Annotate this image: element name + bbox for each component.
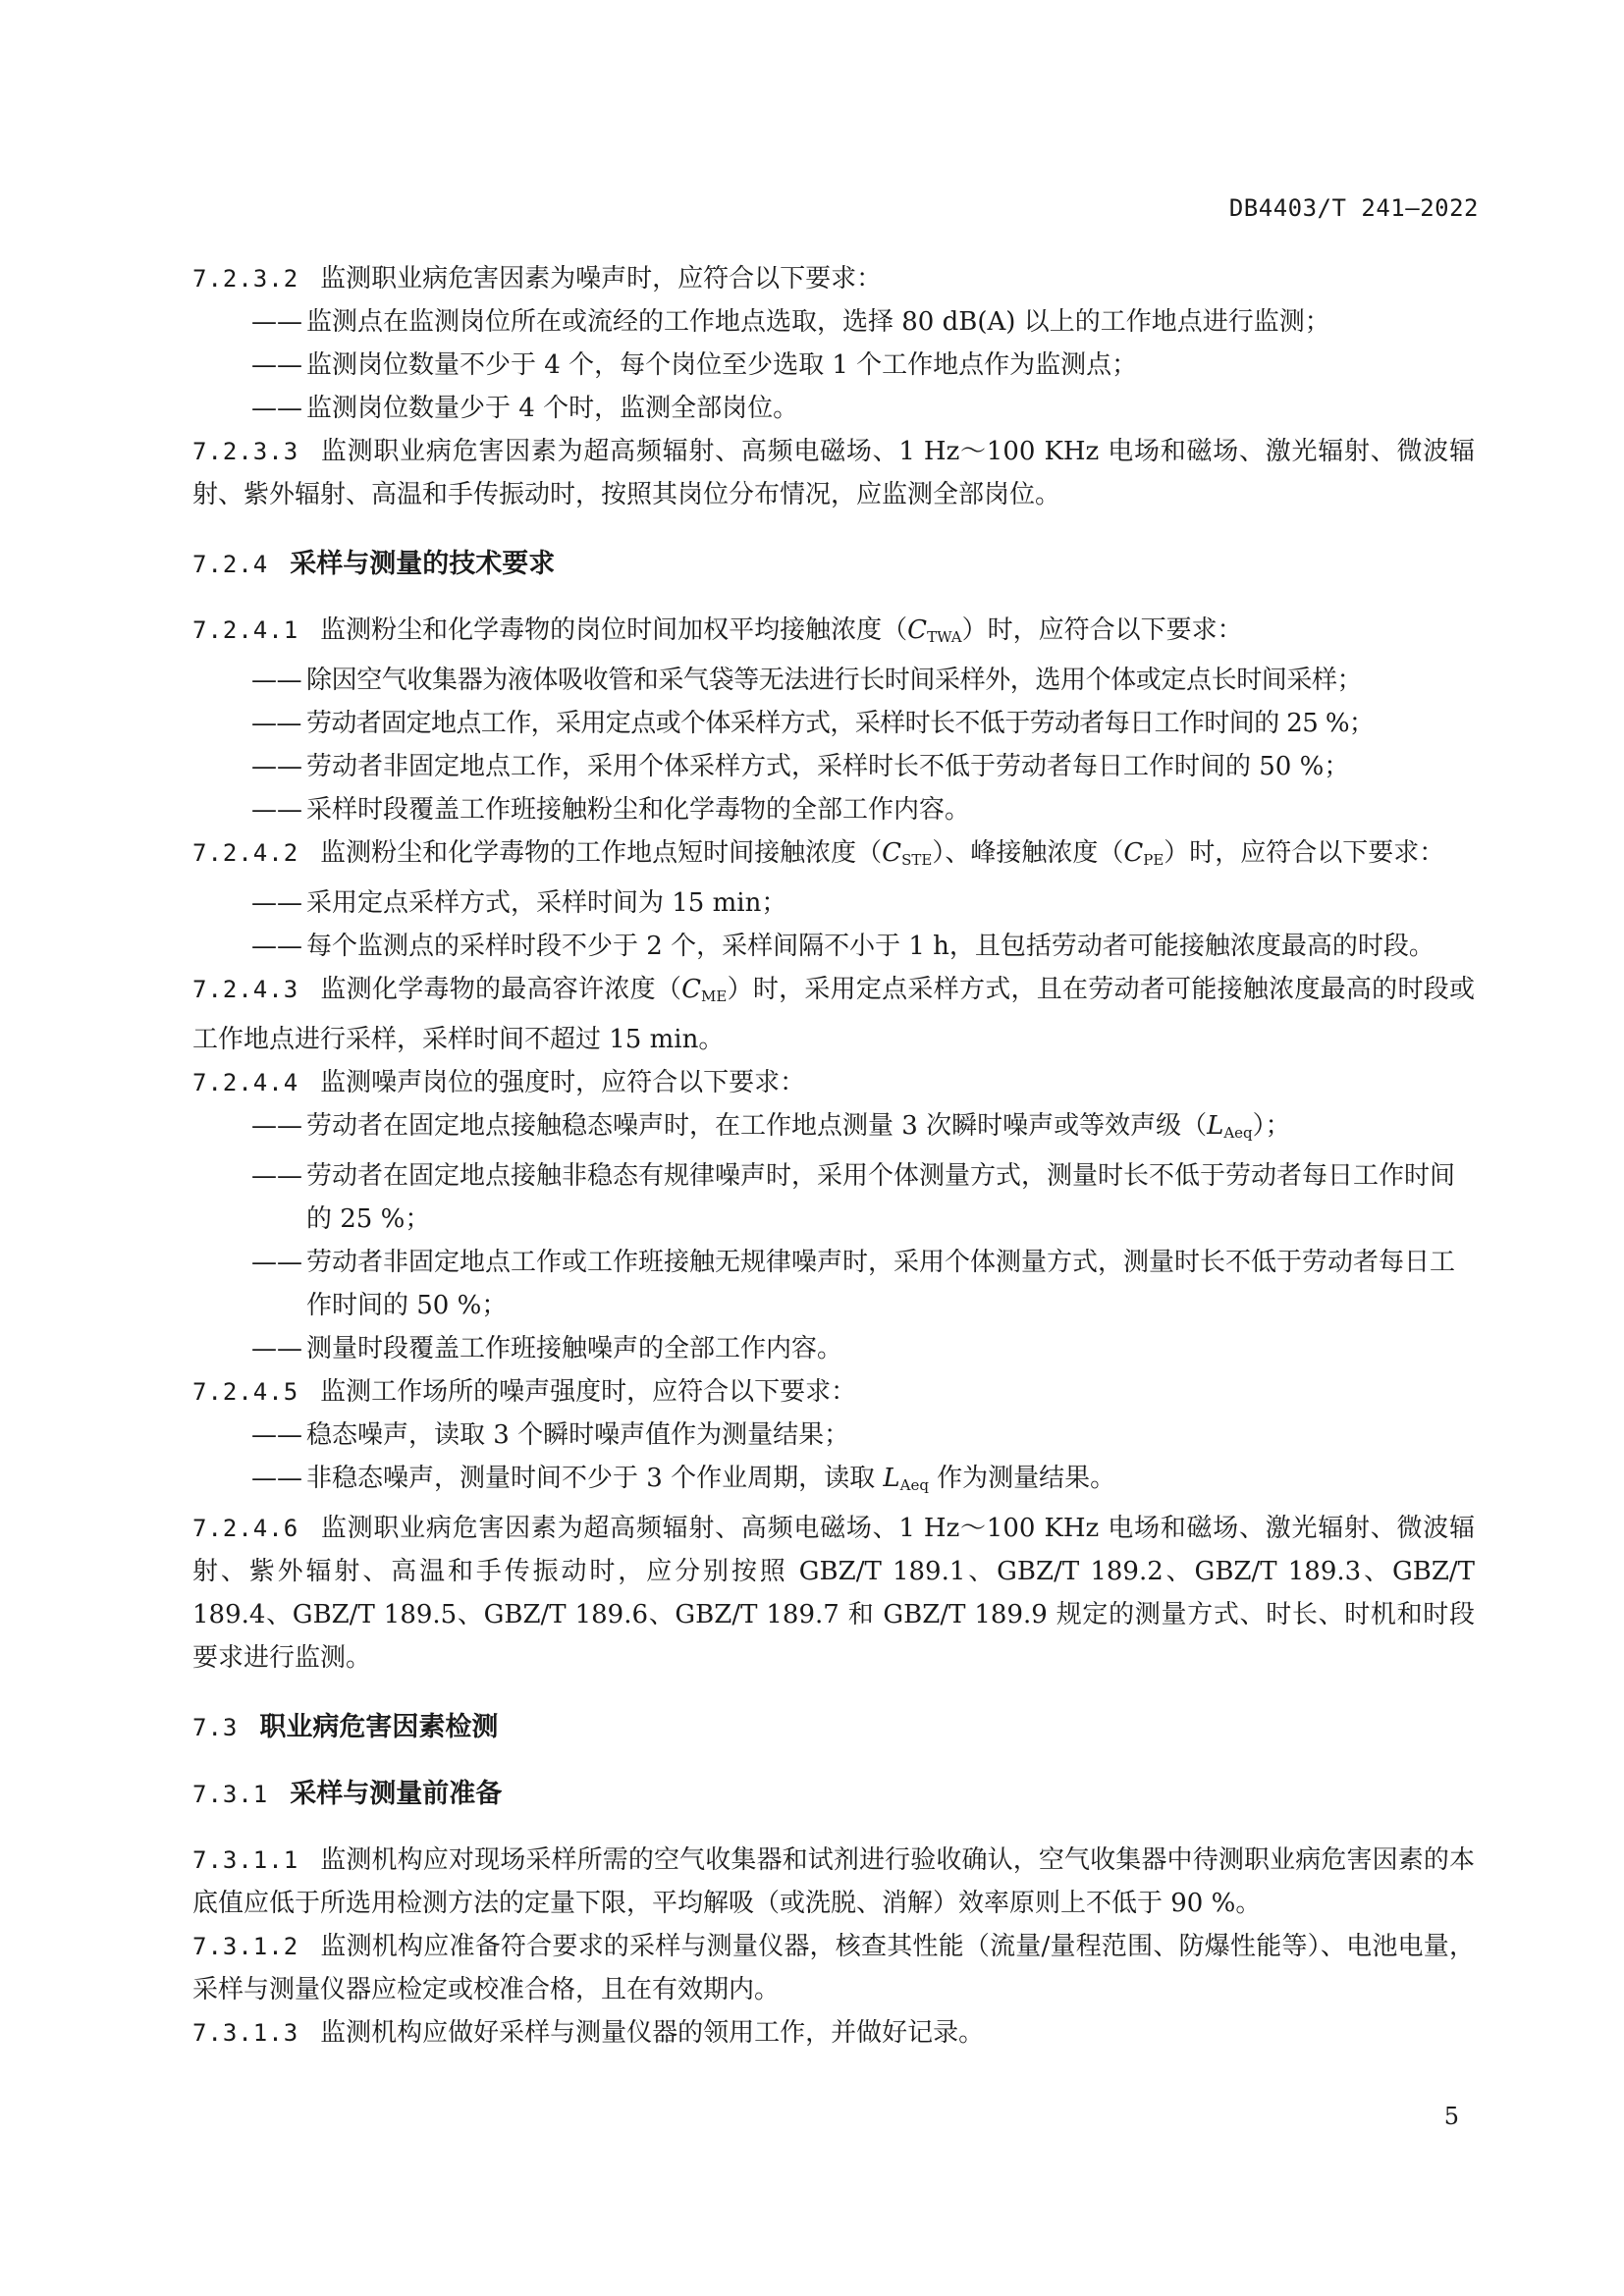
list-item: —— 劳动者非固定地点工作，采用个体采样方式，采样时长不低于劳动者每日工作时间的 50 %；: [251, 752, 1350, 781]
list-item: —— 监测岗位数量不少于 4 个，每个岗位至少选取 1 个工作地点作为监测点；: [251, 350, 1138, 380]
section-heading-7-3: 7.3 职业病危害因素检测: [192, 1712, 499, 1742]
clause-number: 7.2.3.3: [192, 438, 299, 465]
list-item: —— 监测岗位数量少于 4 个时，监测全部岗位。: [251, 394, 799, 423]
list-item: —— 每个监测点的采样时段不少于 2 个，采样间隔不小于 1 h，且包括劳动者可能接触浓度最高的时段。: [251, 932, 1435, 961]
list-item: —— 稳态噪声，读取 3 个瞬时噪声值作为测量结果；: [251, 1420, 850, 1450]
clause-7-2-4-3: 7.2.4.3 监测化学毒物的最高容许浓度$(C_{ME})$时，采用定点采样方式，且在劳动者可能接触浓度最高的时段或工作地点进行采样，采样时间不超过 15 min。: [192, 975, 1475, 1054]
clause-7-2-3-3: [192, 430, 1475, 516]
document-body: [192, 257, 1475, 2055]
list-item: —— 采用定点采样方式，采样时间为 15 min；: [251, 888, 787, 918]
list-item: —— 劳动者在固定地点接触非稳态有规律噪声时，采用个体测量方式，测量时长不低于劳动者每日工作时间的 25 %；: [251, 1161, 1456, 1234]
clause-7-2-4-4: 7.2.4.4 监测噪声岗位的强度时，应符合以下要求：: [192, 1068, 806, 1097]
clause-text: 监测职业病危害因素为超高频辐射、高频电磁场、1 Hz～100 KHz 电场和磁场、激光辐射、微波辐射、紫外辐射、高温和手传振动时，按照其岗位分布情况，应监测全部岗位。: [192, 437, 1475, 509]
clause-7-2-4-1: 7.2.4.1 监测粉尘和化学毒物的岗位时间加权平均接触浓度$(C_{TWA})$时，应符合以下要求：: [192, 615, 1243, 646]
clause-7-2-4-2: 7.2.4.2 监测粉尘和化学毒物的工作地点短时间接触浓度$(C_{STE})$、峰接触浓度$(C_{PE})$时，应符合以下要求：: [192, 838, 1445, 869]
list-item: —— 劳动者非固定地点工作或工作班接触无规律噪声时，采用个体测量方式，测量时长不低于劳动者每日工作时间的 50 %；: [251, 1248, 1456, 1320]
clause-7-3-1-1: 7.3.1.1 监测机构应对现场采样所需的空气收集器和试剂进行验收确认，空气收集器中待测职业病危害因素的本底值应低于所选用检测方法的定量下限，平均解吸（或洗脱、消解）效率原则上不低于 90 %。: [192, 1845, 1475, 1918]
page-number: 5: [1443, 2103, 1459, 2130]
clause-text: 监测职业病危害因素为噪声时，应符合以下要求：: [320, 264, 883, 294]
list-item: —— 测量时段覆盖工作班接触噪声的全部工作内容。: [251, 1334, 843, 1363]
list-item: —— 非稳态噪声，测量时间不少于 3 个作业周期，读取 $L_{Aeq}$ 作为测量结果。: [251, 1464, 1116, 1494]
list-item: —— 劳动者固定地点工作，采用定点或个体采样方式，采样时长不低于劳动者每日工作时间的 25 %；: [251, 709, 1375, 738]
section-heading-7-2-4: 7.2.4 采样与测量的技术要求: [192, 549, 556, 579]
list-item: —— 除因空气收集器为液体吸收管和采气袋等无法进行长时间采样外，选用个体或定点长时间采样；: [251, 666, 1363, 695]
list-item: —— 监测点在监测岗位所在或流经的工作地点选取，选择 80 dB(A) 以上的工作地点进行监测；: [251, 307, 1330, 337]
section-heading-7-3-1: 7.3.1 采样与测量前准备: [192, 1779, 503, 1809]
clause-7-2-3-2: [192, 257, 1475, 300]
clause-7-3-1-3: 7.3.1.3 监测机构应做好采样与测量仪器的领用工作，并做好记录。: [192, 2018, 985, 2048]
clause-7-2-4-5: 7.2.4.5 监测工作场所的噪声强度时，应符合以下要求：: [192, 1377, 857, 1407]
list-item: —— 采样时段覆盖工作班接触粉尘和化学毒物的全部工作内容。: [251, 795, 971, 825]
list-item: —— 劳动者在固定地点接触稳态噪声时，在工作地点测量 3 次瞬时噪声或等效声级$(L_{Aeq})$；: [251, 1111, 1291, 1142]
clause-number: 7.2.3.2: [192, 265, 299, 293]
clause-7-2-4-6: 7.2.4.6 监测职业病危害因素为超高频辐射、高频电磁场、1 Hz～100 KHz 电场和磁场、激光辐射、微波辐射、紫外辐射、高温和手传振动时，应分别按照 GBZ/T 189.1、GBZ/T 189.2、GBZ/T 189.3、GBZ/T 189.4、GBZ/T 189.5、GBZ/T 189.6、GBZ/T 189.7 和 GBZ/T 189.9 规定的测量方式、时长、时机和时段要求进行监测。: [192, 1514, 1475, 1673]
document-id: DB4403/T 241—2022: [1228, 194, 1479, 222]
clause-7-3-1-2: 7.3.1.2 监测机构应准备符合要求的采样与测量仪器，核查其性能（流量/量程范围、防爆性能等）、电池电量，采样与测量仪器应检定或校准合格，且在有效期内。: [192, 1932, 1475, 2004]
